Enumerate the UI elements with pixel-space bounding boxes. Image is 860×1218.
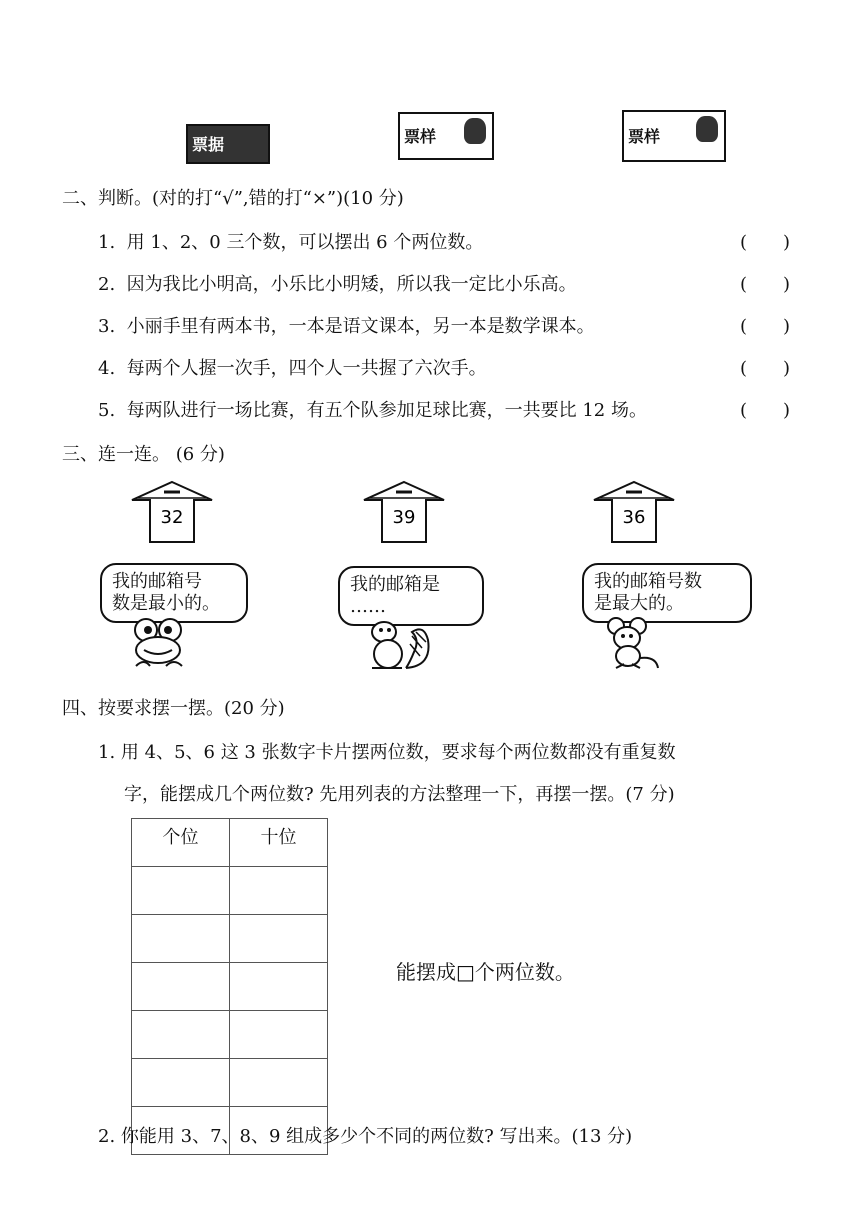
banknote-label: 票样 — [628, 127, 661, 146]
item-number: 1. — [98, 232, 116, 253]
mouse-icon[interactable] — [600, 616, 664, 672]
bubble-line: …… — [350, 596, 386, 617]
squirrel-icon[interactable] — [362, 618, 434, 672]
table-row — [132, 1011, 328, 1059]
banknote-2 — [398, 112, 494, 160]
table-row — [132, 867, 328, 915]
question-1-line-2: 字，能摆成几个两位数? 先用列表的方法整理一下，再摆一摆。(7 分) — [124, 784, 675, 805]
question-2: 2. 你能用 3、7、8、9 组成多少个不同的两位数? 写出来。(13 分) — [98, 1126, 633, 1147]
banknote-label: 票据 — [192, 135, 225, 154]
digit-table — [131, 818, 328, 1155]
table-cell[interactable] — [132, 867, 230, 915]
mailbox-3[interactable] — [592, 480, 676, 546]
table-cell[interactable] — [132, 1059, 230, 1107]
judgement-item-2 — [98, 270, 577, 296]
table-cell[interactable] — [230, 1011, 328, 1059]
mailbox-number: 39 — [392, 507, 416, 528]
table-header-tens: 十位 — [230, 819, 328, 867]
question-1-line-1: 1. 用 4、5、6 这 3 张数字卡片摆两位数，要求每个两位数都没有重复数 — [98, 742, 676, 763]
table-cell[interactable] — [132, 915, 230, 963]
mailbox-number: 36 — [622, 507, 646, 528]
table-cell[interactable] — [132, 963, 230, 1011]
item-text: 因为我比小明高，小乐比小明矮，所以我一定比小乐高。 — [126, 274, 577, 295]
portrait-icon — [464, 118, 486, 144]
banknote-3 — [622, 110, 726, 162]
frog-icon[interactable] — [126, 616, 192, 672]
table-cell[interactable] — [230, 1059, 328, 1107]
mailbox-1[interactable] — [130, 480, 214, 546]
answer-prompt: 能摆成□个两位数。 — [396, 960, 575, 984]
bubble-line: 数是最小的。 — [112, 593, 220, 614]
table-cell[interactable] — [132, 1011, 230, 1059]
item-text: 每两队进行一场比赛，有五个队参加足球比赛，一共要比 12 场。 — [126, 400, 647, 421]
item-number: 4. — [98, 358, 116, 379]
section-2-heading: 二、判断。(对的打“√”,错的打“×”)(10 分) — [62, 188, 404, 209]
item-text: 小丽手里有两本书，一本是语文课本，另一本是数学课本。 — [126, 316, 595, 337]
banknote-1 — [186, 124, 270, 164]
table-cell[interactable] — [230, 915, 328, 963]
item-number: 5. — [98, 400, 116, 421]
mailbox-number: 32 — [160, 507, 184, 528]
item-number: 3. — [98, 316, 116, 337]
item-text: 用 1、2、0 三个数，可以摆出 6 个两位数。 — [126, 232, 484, 253]
judgement-item-1 — [98, 228, 483, 254]
answer-blank[interactable]: ( ) — [740, 232, 791, 253]
judgement-item-5 — [98, 396, 647, 422]
answer-blank[interactable]: ( ) — [740, 316, 791, 337]
section-3-heading: 三、连一连。 (6 分) — [62, 444, 225, 465]
item-number: 2. — [98, 274, 116, 295]
banknote-label: 票样 — [404, 127, 437, 146]
answer-blank[interactable]: ( ) — [740, 274, 791, 295]
answer-blank[interactable]: ( ) — [740, 400, 791, 421]
item-text: 每两个人握一次手，四个人一共握了六次手。 — [126, 358, 487, 379]
judgement-item-3 — [98, 312, 595, 338]
speech-bubble-3 — [582, 563, 752, 623]
table-cell[interactable] — [230, 867, 328, 915]
bubble-line: 我的邮箱号 — [112, 571, 202, 592]
mailbox-2[interactable] — [362, 480, 446, 546]
judgement-item-4 — [98, 354, 487, 380]
answer-blank[interactable]: ( ) — [740, 358, 791, 379]
bubble-line: 是最大的。 — [594, 593, 684, 614]
table-row — [132, 1059, 328, 1107]
bubble-line: 我的邮箱是 — [350, 574, 440, 595]
table-row — [132, 915, 328, 963]
speech-bubble-2 — [338, 566, 484, 626]
section-4-heading: 四、按要求摆一摆。(20 分) — [62, 698, 285, 719]
table-row — [132, 963, 328, 1011]
bubble-line: 我的邮箱号数 — [594, 571, 702, 592]
portrait-icon — [696, 116, 718, 142]
table-cell[interactable] — [230, 963, 328, 1011]
speech-bubble-1 — [100, 563, 248, 623]
table-header-ones: 个位 — [132, 819, 230, 867]
